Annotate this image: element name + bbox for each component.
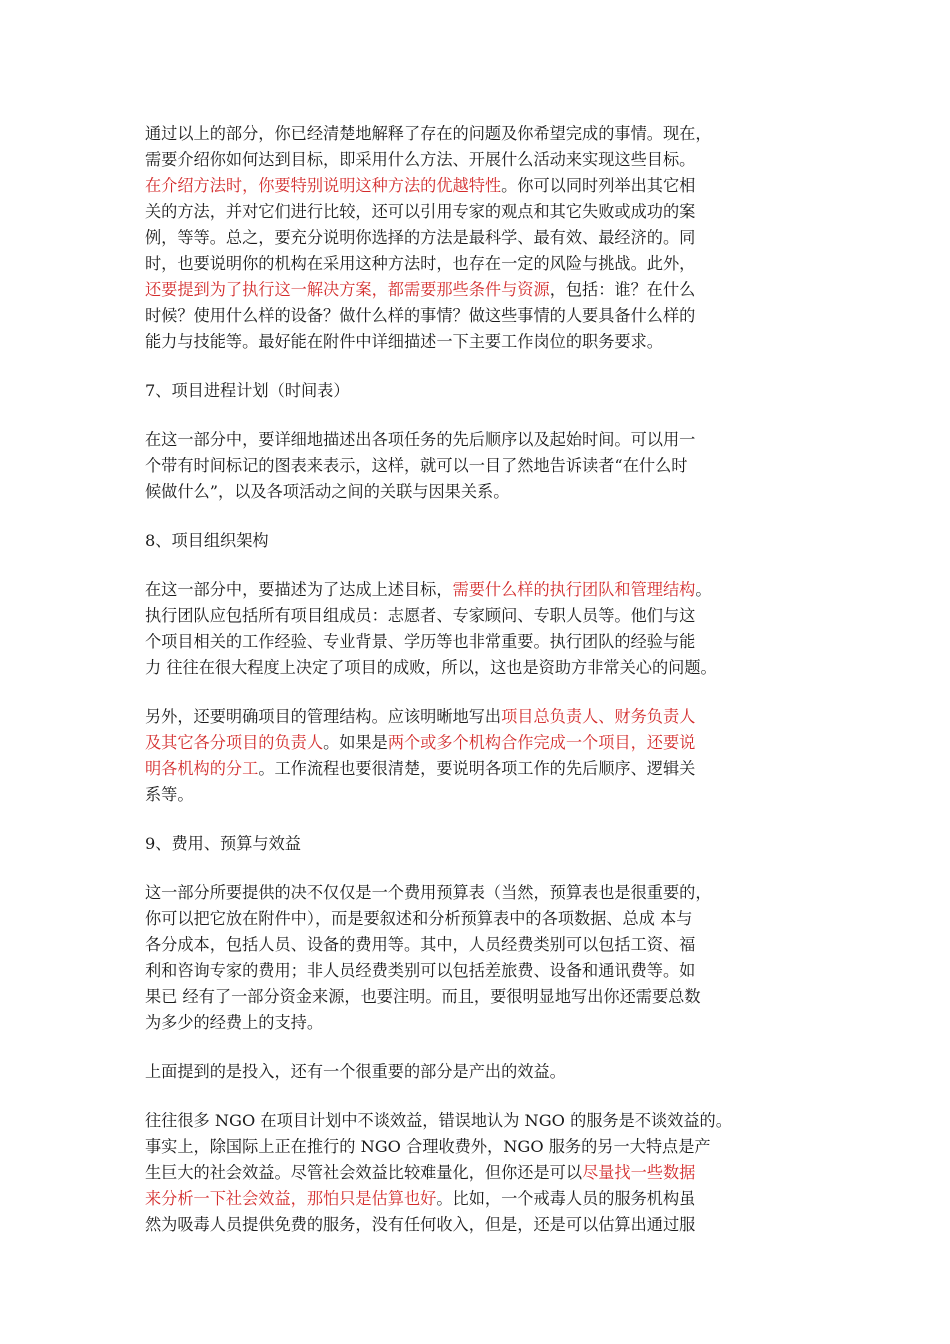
paragraph-output: 上面提到的是投入，还有一个很重要的部分是产出的效益。: [145, 1062, 566, 1081]
highlight-run: 需要什么样的执行团队和管理结构: [452, 580, 696, 599]
text-run: 。比如，一个戒毒人员的服务机构虽 然为吸毒人员提供免费的服务，没有任何收入，但是，还是可以估算出通过服: [145, 1189, 696, 1234]
highlight-run: 项目总负责人、财务负责人 及其它各分项目的负责人: [145, 707, 696, 752]
paragraph-team: [145, 577, 825, 681]
section-heading-9: 9、费用、预算与效益: [145, 834, 301, 853]
text-run: 另外，还要明确项目的管理结构。应该明晰地写出: [145, 707, 502, 726]
paragraph-schedule: 在这一部分中，要详细地描述出各项任务的先后顺序以及起始时间。可以用一 个带有时间标记的图表来表示，这样，就可以一目了然地告诉读者“在什么时 候做什么”，以及各项活动之间的关联与因果关系。: [145, 430, 696, 501]
paragraph-budget: 这一部分所要提供的决不仅仅是一个费用预算表（当然，预算表也是很重要的， 你可以把它放在附件中），而是要叙述和分析预算表中的各项数据、总成 本与 各分成本，包括人员、设备的费用等。其中，人员经费类别可以包括工资、福 利和咨询专家的费用；非人员经费类别可以包括差旅费、设备和通讯费等。如 果已 经有了一部分资金来源，也要注明。而且，要很明显地写出你还需要总数 为多少的经费上的支持。: [145, 883, 712, 1032]
highlight-run: 两个或多个机构合作完成一个项目，还要说 明各机构的分工: [145, 733, 696, 778]
paragraph-management: [145, 704, 825, 808]
text-run: 往往很多 NGO 在项目计划中不谈效益，错误地认为 NGO 的服务是不谈效益的。 事实上，除国际上正在推行的 NGO 合理收费外，NGO 服务的另一大特点是产 生巨大的社会效益。尽管社会效益比较难量化，但你还是可以: [145, 1111, 732, 1182]
text-run: 。工作流程也要很清楚，要说明各项工作的先后顺序、逻辑关 系等。: [145, 759, 696, 804]
text-run: 通过以上的部分，你已经清楚地解释了存在的问题及你希望完成的事情。现在， 需要介绍你如何达到目标，即采用什么方法、开展什么活动来实现这些目标。: [145, 124, 712, 169]
paragraph-methods: [145, 121, 825, 355]
section-heading-8: 8、项目组织架构: [145, 531, 269, 550]
highlight-run: 尽量找一些数据 来分析一下社会效益，那怕只是估算也好: [145, 1163, 696, 1208]
paragraph-benefits: [145, 1108, 825, 1238]
text-run: 。 执行团队应包括所有项目组成员：志愿者、专家顾问、专职人员等。他们与这 个项目相关的工作经验、专业背景、学历等也非常重要。执行团队的经验与能 力 往往在很大程度上决定了项目的成败，所以，这也是资助方非常关心的问题。: [145, 580, 717, 677]
text-run: 。如果是: [323, 733, 388, 752]
text-run: ，包括：谁？在什么 时候？使用什么样的设备？做什么样的事情？做这些事情的人要具备什么样的 能力与技能等。最好能在附件中详细描述一下主要工作岗位的职务要求。: [145, 280, 696, 351]
text-run: 在这一部分中，要描述为了达成上述目标，: [145, 580, 453, 599]
section-heading-7: 7、项目进程计划（时间表）: [145, 381, 350, 400]
text-run: 。你可以同时列举出其它相 关的方法，并对它们进行比较，还可以引用专家的观点和其它失败或成功的案 例，等等。总之，要充分说明你选择的方法是最科学、最有效、最经济的。同 时，也要说明你的机构在采用这种方法时，也存在一定的风险与挑战。此外，: [145, 176, 696, 273]
highlight-run: 还要提到为了执行这一解决方案，都需要那些条件与资源: [145, 280, 550, 299]
highlight-run: 在介绍方法时，你要特别说明这种方法的优越特性: [145, 176, 502, 195]
document-body: [145, 121, 825, 1261]
